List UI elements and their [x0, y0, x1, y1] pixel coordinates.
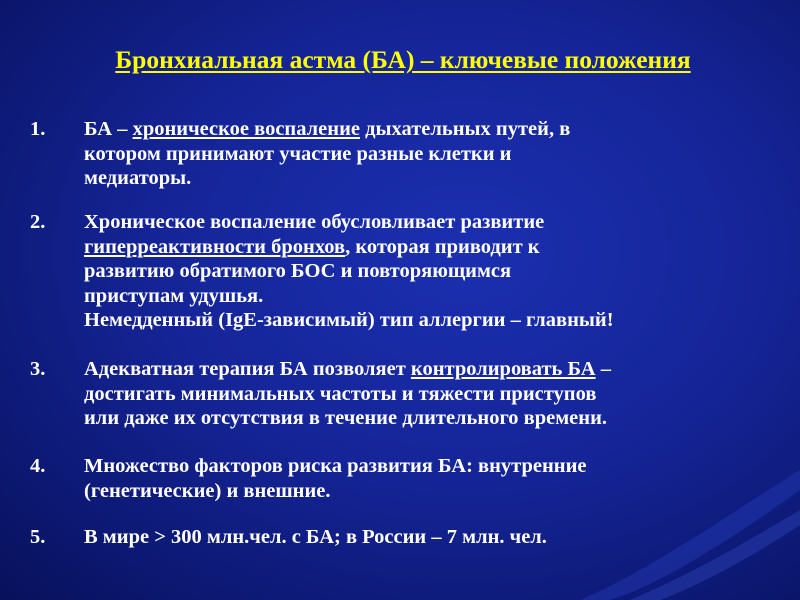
item-line: БА – хроническое воспаление дыхательных путей, в: [84, 118, 571, 140]
item-line: Немедденный (IgE-зависимый) тип аллергии – главный!: [84, 309, 614, 331]
item-number: 2.: [30, 211, 46, 233]
item-line: (генетические) и внешние.: [84, 479, 331, 502]
item-line: гиперреактивности бронхов, которая приводит к: [84, 235, 540, 258]
item-line: приступам удушья.: [84, 284, 264, 307]
item-number: 4.: [30, 455, 46, 477]
item-line: медиаторы.: [84, 167, 192, 189]
item-line: или даже их отсутствия в течение длительного времени.: [84, 407, 608, 429]
item-line: котором принимают участие разные клетки и: [84, 142, 512, 165]
slide-title: Бронхиальная астма (БА) – ключевые положения: [115, 45, 691, 74]
item-line: развитию обратимого БОС и повторяющимся: [84, 260, 512, 282]
item-line: достигать минимальных частоты и тяжести приступов: [84, 382, 597, 405]
item-number: 5.: [30, 526, 46, 548]
item-line: В мире > 300 млн.чел. с БА; в России – 7 млн. чел.: [84, 526, 547, 548]
item-number: 3.: [30, 358, 46, 380]
item-line: Множество факторов риска развития БА: внутренние: [84, 455, 587, 477]
item-number: 1.: [30, 118, 46, 140]
item-line: Хроническое воспаление обусловливает развитие: [84, 211, 545, 233]
item-line: Адекватная терапия БА позволяет контролировать БА –: [84, 358, 611, 380]
